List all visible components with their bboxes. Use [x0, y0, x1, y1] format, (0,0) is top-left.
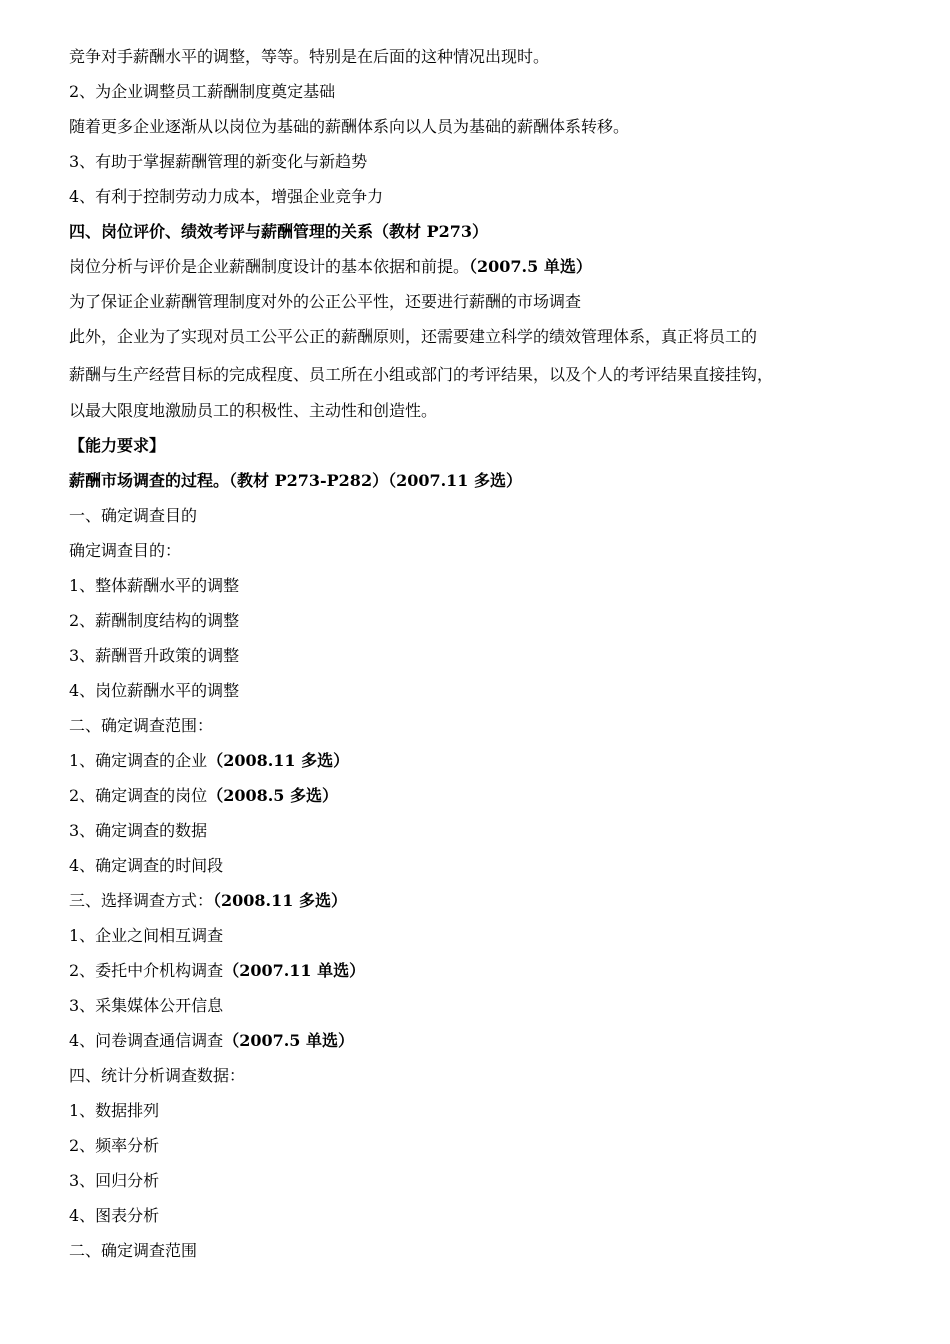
- line-text: 2、为企业调整员工薪酬制度奠定基础: [69, 82, 336, 101]
- text-line: [69, 786, 338, 806]
- text-line: [69, 716, 213, 736]
- line-text: 随着更多企业逐渐从以岗位为基础的薪酬体系向以人员为基础的薪酬体系转移。: [69, 117, 630, 136]
- text-line: [69, 821, 207, 841]
- line-text: 此外，企业为了实现对员工公平公正的薪酬原则，还需要建立科学的绩效管理体系，真正将员工的: [69, 327, 758, 346]
- line-text: 确定调查目的：: [69, 541, 182, 560]
- section-heading: [69, 436, 165, 456]
- line-text: 三、选择调查方式：: [69, 891, 214, 910]
- text-line: [69, 1066, 245, 1086]
- text-line: [69, 257, 592, 277]
- line-text: 竞争对手薪酬水平的调整，等等。特别是在后面的这种情况出现时。: [69, 47, 550, 66]
- line-text: 2、委托中介机构调查: [69, 961, 224, 980]
- exam-note: （2008.11 多选）: [207, 751, 350, 770]
- text-line: [69, 365, 773, 385]
- text-line: [69, 152, 367, 172]
- line-text: 1、数据排列: [69, 1101, 160, 1120]
- heading-text: 四、岗位评价、绩效考评与薪酬管理的关系（教材 P273）: [69, 222, 489, 241]
- line-text: 4、有利于控制劳动力成本，增强企业竞争力: [69, 187, 384, 206]
- line-text: 四、统计分析调查数据：: [69, 1066, 246, 1085]
- line-text: 3、回归分析: [69, 1171, 160, 1190]
- line-text: 岗位分析与评价是企业薪酬制度设计的基本依据和前提。: [69, 257, 470, 276]
- section-heading: [69, 471, 522, 491]
- text-line: [69, 1136, 159, 1156]
- text-line: [69, 292, 581, 312]
- text-line: [69, 47, 549, 67]
- line-text: 以最大限度地激励员工的积极性、主动性和创造性。: [69, 401, 438, 420]
- text-line: [69, 1171, 159, 1191]
- text-line: [69, 1206, 159, 1226]
- text-line: [69, 681, 239, 701]
- line-text: 二、确定调查范围：: [69, 716, 214, 735]
- line-text: 3、确定调查的数据: [69, 821, 208, 840]
- line-text: 1、企业之间相互调查: [69, 926, 224, 945]
- line-text: 2、频率分析: [69, 1136, 160, 1155]
- text-line: [69, 576, 239, 596]
- line-text: 3、有助于掌握薪酬管理的新变化与新趋势: [69, 152, 368, 171]
- line-text: 二、确定调查范围: [69, 1241, 198, 1260]
- exam-note: （2008.11 多选）: [213, 891, 347, 910]
- line-text: 3、采集媒体公开信息: [69, 996, 224, 1015]
- line-text: 为了保证企业薪酬管理制度对外的公正公平性，还要进行薪酬的市场调查: [69, 292, 582, 311]
- text-line: [69, 611, 239, 631]
- heading-text: 【能力要求】: [69, 436, 166, 455]
- text-line: [69, 401, 437, 421]
- line-text: 3、薪酬晋升政策的调整: [69, 646, 240, 665]
- line-text: 2、薪酬制度结构的调整: [69, 611, 240, 630]
- line-text: 1、确定调查的企业: [69, 751, 208, 770]
- text-line: [69, 1241, 197, 1261]
- text-line: [69, 891, 347, 911]
- text-line: [69, 961, 365, 981]
- exam-note: （2008.5 多选）: [207, 786, 338, 805]
- text-line: [69, 327, 757, 347]
- exam-note: （2007.5 单选）: [223, 1031, 354, 1050]
- text-line: [69, 541, 181, 561]
- line-text: 一、确定调查目的: [69, 506, 198, 525]
- text-line: [69, 1031, 354, 1051]
- text-line: [69, 926, 223, 946]
- heading-text: 薪酬市场调查的过程。（教材 P273-P282）（2007.11 多选）: [69, 471, 523, 490]
- line-text: 薪酬与生产经营目标的完成程度、员工所在小组或部门的考评结果，以及个人的考评结果直接挂钩，: [69, 365, 774, 384]
- text-line: [69, 646, 239, 666]
- text-line: [69, 117, 629, 137]
- text-line: [69, 82, 335, 102]
- section-heading: [69, 222, 488, 242]
- text-line: [69, 751, 349, 771]
- text-line: [69, 856, 223, 876]
- line-text: 2、确定调查的岗位: [69, 786, 208, 805]
- line-text: 4、岗位薪酬水平的调整: [69, 681, 240, 700]
- text-line: [69, 506, 197, 526]
- line-text: 4、问卷调查通信调查: [69, 1031, 224, 1050]
- line-text: 4、图表分析: [69, 1206, 160, 1225]
- text-line: [69, 187, 383, 207]
- line-text: 1、整体薪酬水平的调整: [69, 576, 240, 595]
- text-line: [69, 996, 223, 1016]
- text-line: [69, 1101, 159, 1121]
- line-text: 4、确定调查的时间段: [69, 856, 224, 875]
- exam-note: （2007.5 单选）: [469, 257, 592, 276]
- exam-note: （2007.11 单选）: [223, 961, 366, 980]
